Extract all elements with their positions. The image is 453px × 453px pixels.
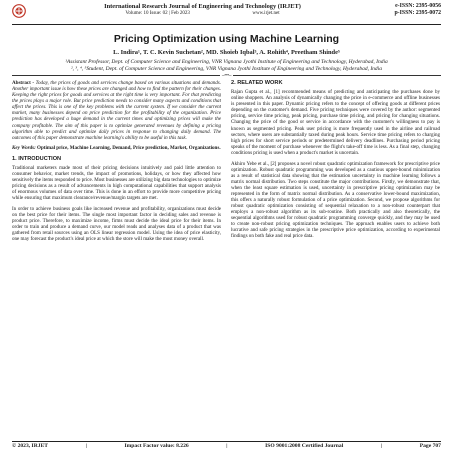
footer-rule bbox=[12, 441, 441, 442]
volume-line bbox=[30, 10, 375, 17]
copyright: © 2023, IRJET bbox=[12, 443, 49, 449]
volume-issue: Volume: 10 Issue: 02 | Feb 2023 bbox=[125, 11, 190, 16]
related-heading: 2. RELATED WORK bbox=[231, 80, 283, 87]
journal-header bbox=[12, 0, 441, 23]
divider-mark: ---***--- bbox=[221, 73, 232, 79]
author-list: L. Indira¹, T. C. Kevin Suchetan², MD. Shoieb Iqbal³, A. Rohith⁴, Preetham Shinde⁵ bbox=[113, 49, 340, 56]
header-rule bbox=[12, 24, 441, 25]
paper-title: Pricing Optimization using Machine Learning bbox=[113, 33, 340, 45]
page-footer bbox=[12, 441, 441, 449]
impact-factor: Impact Factor value: 8.226 bbox=[124, 443, 189, 449]
sep-2: | bbox=[226, 443, 228, 449]
website-link[interactable]: www.irjet.net bbox=[252, 11, 280, 16]
issn-block bbox=[375, 3, 441, 17]
left-column bbox=[12, 80, 221, 242]
keywords-label: Key Words: bbox=[12, 144, 36, 151]
irjet-logo-icon bbox=[12, 4, 26, 18]
right-column bbox=[231, 80, 440, 242]
affiliation-2: ², ³, ⁴, ⁵Student, Dept. of Computer Science and Engineering, VNR Vignana Jyothi Institute of Engineering and Technology, Hyderabad, India bbox=[71, 65, 382, 72]
section-divider bbox=[12, 73, 441, 78]
intro-paragraph-1: Traditional marketers made most of their pricing decisions intuitively and paid little attention to consumer behavior, market trends, the impact of promotions, holidays, or how they affected how sensitively the items responded to price. Most businesses are utilizing big data technologies to optimize pricing decisions as a result of advancements in high computational capabilities that support analysis of enormous volumes of data over time. This is done in an effort to provide more competitive pricing while ensuring that maximum clearance/revenue/margin targets are met. bbox=[12, 164, 221, 201]
affiliations bbox=[12, 59, 441, 72]
abstract bbox=[12, 80, 221, 140]
pissn: p-ISSN: 2395-0072 bbox=[394, 10, 441, 16]
related-paragraph-2: Akhiro Yebe et al., [2] proposes a novel robust quadratic optimization framework for prescriptive price optimization. Robust quadratic programming was developed as a cautious upper-bound minimization as a result of statistical data showing that the estimation uncertainty in machine learning follows a matrix normal distribution. Two steps constitute the major contributions. Firstly, we demonstrate that, when the least square estimation is used, uncertainty in prescriptive pricing optimization may be represented in the form of matrix normal distribution. As a conservative lower-bound maximization, this offers a naturally robust formulation of a price optimization. Second, we propose algorithms for robust quadratic optimization consisting of sequential relaxation to a non-robust counterpart that employs a non-robust algorithm as its sub-routine. Both practically and also theoretically, the sequential algorithms used for robust quadratic programming converge quickly, and they may be used to create non-robust pricing optimization techniques. The approach enables users to achieve both lucrative and safe pricing strategies in the prescriptive price optimization, according to experimental findings on both fake and real price data. bbox=[231, 160, 440, 240]
abstract-text: Today, the prices of goods and services change based on various situations and demands. Another important issue is how these prices are changed and how to find the pattern for their changes. Keeping the right prices for goods and services at the right time is very important. For that predicting the prices plays a major role. But price prediction needs to consider many aspects and conditions that affect the prices. This is one of the key problems with the current system. If we consider the current market, many businesses depend on price prediction for the profitability of the organization. Price prediction has developed a huge demand in the current times and optimizing prices will make the company profitable. The aim of this paper is to optimize generated revenues by defining a pricing algorithm able to predict and optimize daily prices in response to changing daily demand. The outcomes of this paper demonstrate machine learning's ability to be useful in this task. bbox=[12, 80, 221, 141]
intro-heading: 1. INTRODUCTION bbox=[12, 155, 62, 162]
abstract-label: Abstract - bbox=[12, 80, 35, 87]
keywords bbox=[12, 145, 221, 151]
affiliation-1: ¹Assistant Professor, Dept. of Computer Science and Engineering, VNR Vignana Jyothi Institute of Engineering and Technology, Hyderabad, India bbox=[65, 59, 388, 65]
page-number: Page 707 bbox=[419, 443, 441, 449]
iso-cert: ISO 9001:2008 Certified Journal bbox=[265, 443, 344, 449]
body-columns bbox=[12, 80, 441, 242]
keywords-text: Optimal price, Machine Learning, Demand, Price prediction, Market, Organizations. bbox=[35, 144, 221, 151]
intro-paragraph-2: In order to achieve business goals like increased revenue and profitability, organizations must decide on the best price for their items. The single most important factor in deciding sales and revenue is product price. Therefore, to maximize income, firms must decide the ideal price for their items. In order to train and produce a demand curve, our model reads and analyses data of a product that was gathered from retail sources using an OLS linear regression model. Using the idea of price elasticity, one may forecast the product's ideal price at which the store will make the most money overall. bbox=[12, 206, 221, 243]
eissn: e-ISSN: 2395-0056 bbox=[395, 3, 441, 9]
header-center bbox=[30, 3, 375, 17]
footer-row bbox=[12, 443, 441, 449]
sep-3: | bbox=[380, 443, 383, 449]
related-paragraph-1: Rajan Gupta et al., [1] recommended means of predicting and anticipating the purchases done by online shoppers. An analysis of dynamically changing the price in e-commerce and offline businesses is presented in this paper. Dynamic pricing refers to the concept of offering goods at different prices depending on the customer's demand. Five pricing techniques were covered by the author: segmented pricing, service time pricing, peak pricing, purchase time pricing, and pricing for changing situations. Changing the price of the good or service in accordance with the customer's willingness to pay is known as segmented pricing. Peak user pricing is more frequently used in the airline and railroad sectors, where users are substantially taxed during peak hours. Service time pricing refers to charging high prices for short service periods or predetermined delivery deadlines. Purchasing period pricing speaks of the moment of purchase whenever the flight's take-off time is less. As a final step, changing conditions pricing is used when a product's market is uncertain. bbox=[231, 89, 440, 156]
journal-name: International Research Journal of Engineering and Technology (IRJET) bbox=[104, 3, 301, 10]
sep-1: | bbox=[85, 443, 87, 449]
